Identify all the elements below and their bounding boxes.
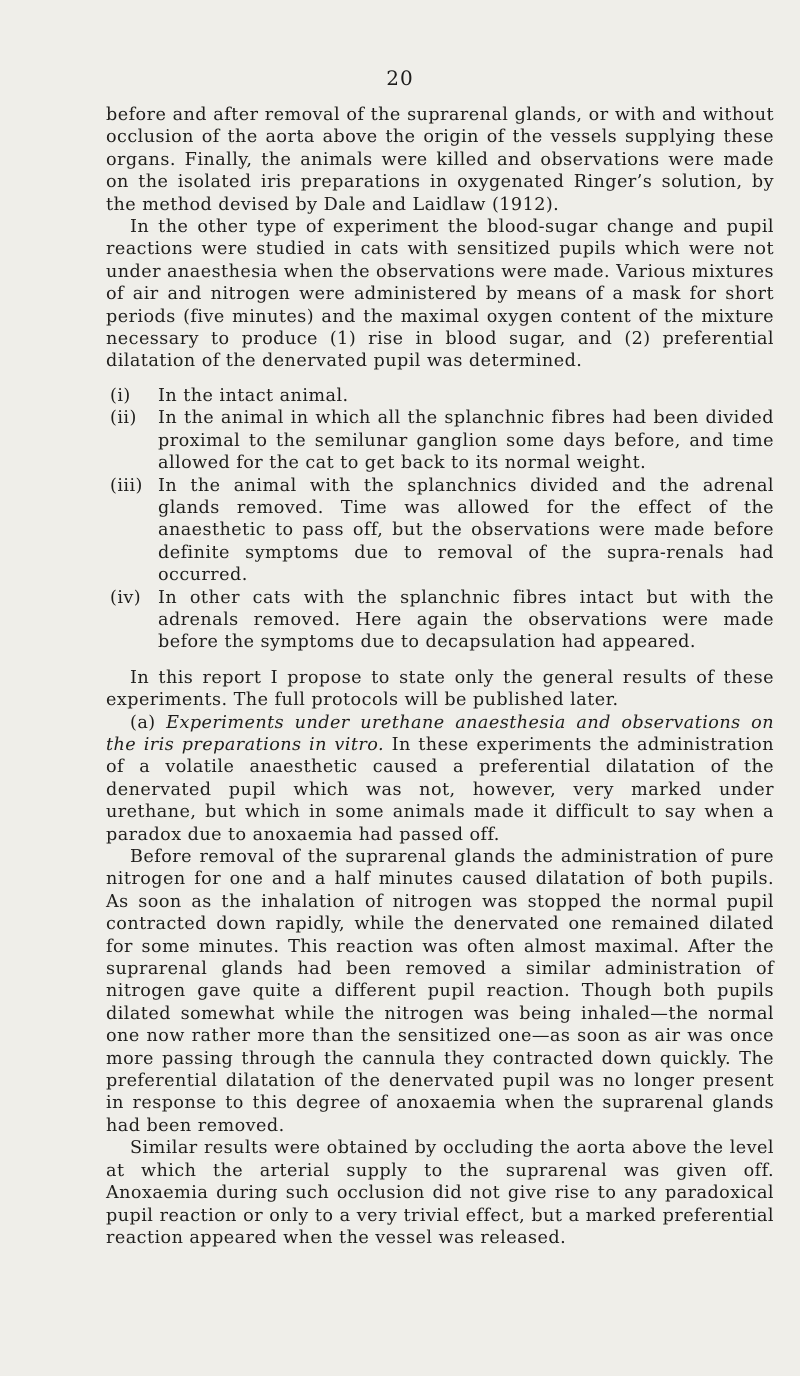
body-text — [106, 104, 774, 1249]
list-item-number: (iii) — [110, 475, 143, 496]
list-item — [106, 385, 774, 407]
list-item-text: In the animal in which all the splanchnic fibres had been divided proximal to the semilunar ganglion some days before, and time allowed for the cat to get back to its normal weight. — [158, 408, 774, 474]
paragraph-occlusion: Similar results were obtained by occluding the aorta above the level at which the arterial supply to the suprarenal was given off. Anoxaemia during such occlusion did not give rise to any paradoxical pupil reaction or only to a very trivial effect, but a marked preferential reaction appeared when the vessel was released. — [106, 1138, 774, 1248]
section-a — [106, 712, 774, 846]
paragraph-report-intro: In this report I propose to state only the general results of these experiments. The full protocols will be published later. — [106, 667, 774, 711]
list-item-number: (iv) — [110, 587, 142, 608]
section-a-label: (a) — [130, 712, 156, 733]
list-item-text: In the animal with the splanchnics divided and the adrenal glands removed. Time was allowed for the effect of the anaesthetic to pass off, but the observations were made before definite symptoms due to removal of the supra-renals had occurred. — [158, 475, 774, 586]
list-item — [106, 475, 774, 587]
list-item-number: (ii) — [110, 408, 137, 429]
list-item — [106, 407, 774, 474]
section-a-heading: Experiments under urethane anaesthesia and observations on the iris preparations in vitro. — [106, 712, 774, 755]
page-number: 20 — [386, 66, 414, 90]
list-item-text: In the intact animal. — [158, 385, 349, 406]
conditions-list — [106, 385, 774, 654]
list-item-text: In other cats with the splanchnic fibres intact but with the adrenals removed. Here again the observations were made before the symptoms due to decapsulation had appeared. — [158, 587, 774, 653]
paragraph-nitrogen: Before removal of the suprarenal glands the administration of pure nitrogen for one and a half minutes caused dilatation of both pupils. As soon as the inhalation of nitrogen was stopped the normal pupil contracted down rapidly, while the denervated one remained dilated for some minutes. This reaction was often almost maximal. After the suprarenal glands had been removed a similar administration of nitrogen gave quite a different pupil reaction. Though both pupils dilated somewhat while the nitrogen was being inhaled—the normal one now rather more than the sensitized one—as soon as air was once more passing through the cannula they contracted down quickly. The preferential dilatation of the denervated pupil was no longer present in response to this degree of anoxaemia when the suprarenal glands had been removed. — [106, 847, 774, 1136]
section-a-text: In these experiments the administration of a volatile anaesthetic caused a preferential dilatation of the denervated pupil which was not, however, very marked under urethane, but which in some animals made it difficult to say when a paradox due to anoxaemia had passed off. — [106, 734, 775, 845]
list-item-number: (i) — [110, 385, 131, 406]
paragraph-continuation: before and after removal of the suprarenal glands, or with and without occlusion of the aorta above the origin of the vessels supplying these organs. Finally, the animals were killed and observations were made on the isolated iris preparations in oxygenated Ringer’s solution, by the method devised by Dale and Laidlaw (1912). — [106, 105, 774, 215]
list-item — [106, 587, 774, 654]
paragraph-experiment-type: In the other type of experiment the blood-sugar change and pupil reactions were studied in cats with sensitized pupils which were not under anaesthesia when the observations were made. Various mixtures of air and nitrogen were administered by means of a mask for short periods (five minutes) and the maximal oxygen content of the mixture necessary to produce (1) rise in blood sugar, and (2) preferential dilatation of the denervated pupil was determined. — [106, 217, 774, 372]
